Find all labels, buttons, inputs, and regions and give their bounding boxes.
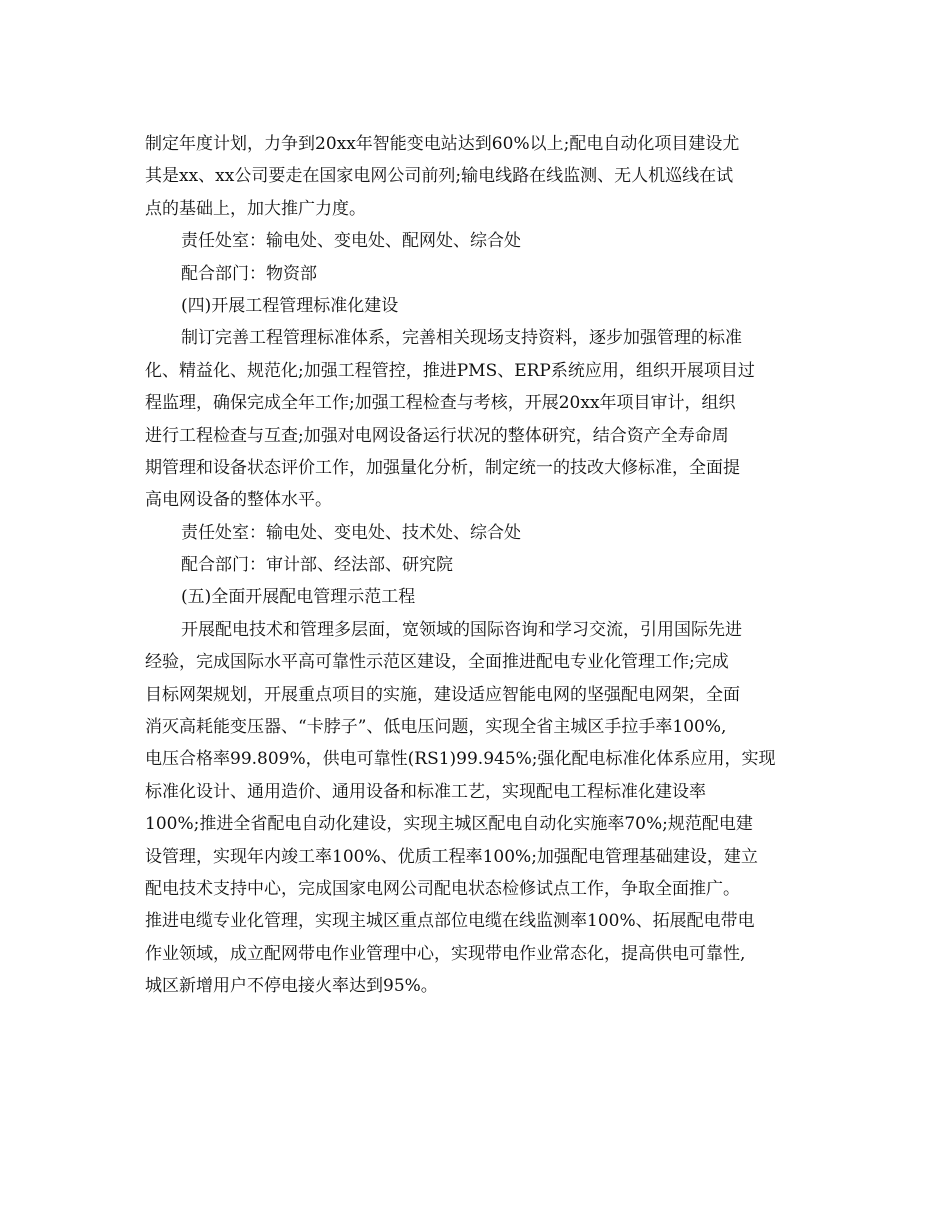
text-line: 城区新增用户不停电接火率达到95%。 — [145, 976, 438, 997]
text-line: 开展配电技术和管理多层面，宽领域的国际咨询和学习交流，引用国际先进 — [181, 619, 742, 640]
text-line: 推进电缆专业化管理，实现主城区重点部位电缆在线监测率100%、拓展配电带电 — [145, 911, 755, 932]
text-line: 制订完善工程管理标准体系，完善相关现场支持资料，逐步加强管理的标准 — [181, 328, 742, 349]
text-line: 作业领域，成立配网带电作业管理中心，实现带电作业常态化，提高供电可靠性, — [145, 943, 746, 964]
text-line: 其是xx、xx公司要走在国家电网公司前列;输电线路在线监测、无人机巡线在试 — [145, 166, 734, 187]
text-line: 配合部门：物资部 — [181, 263, 317, 284]
text-line: 化、精益化、规范化;加强工程管控，推进PMS、ERP系统应用，组织开展项目过 — [145, 360, 755, 381]
text-line: 制定年度计划，力争到20xx年智能变电站达到60%以上;配电自动化项目建设尤 — [145, 134, 740, 154]
text-line: 期管理和设备状态评价工作，加强量化分析，制定统一的技改大修标准，全面提 — [145, 457, 740, 478]
text-line: 设管理，实现年内竣工率100%、优质工程率100%;加强配电管理基础建设，建立 — [145, 846, 758, 867]
text-line: 目标网架规划，开展重点项目的实施，建设适应智能电网的坚强配电网架，全面 — [145, 684, 740, 705]
text-line: 标准化设计、通用造价、通用设备和标准工艺，实现配电工程标准化建设率 — [145, 781, 706, 802]
text-line: 责任处室：输电处、变电处、配网处、综合处 — [181, 231, 521, 252]
text-line: 经验，完成国际水平高可靠性示范区建设，全面推进配电专业化管理工作;完成 — [145, 652, 729, 673]
text-line: 责任处室：输电处、变电处、技术处、综合处 — [181, 522, 521, 543]
text-line: (四)开展工程管理标准化建设 — [181, 295, 399, 316]
text-line: (五)全面开展配电管理示范工程 — [181, 587, 416, 608]
text-line: 100%;推进全省配电自动化建设，实现主城区配电自动化实施率70%;规范配电建 — [145, 814, 753, 835]
text-line: 点的基础上，加大推广力度。 — [145, 198, 366, 219]
text-line: 配合部门：审计部、经法部、研究院 — [181, 555, 453, 576]
text-line: 进行工程检查与互查;加强对电网设备运行状况的整体研究，结合资产全寿命周 — [145, 425, 729, 446]
text-line: 配电技术支持中心，完成国家电网公司配电状态检修试点工作，争取全面推广。 — [145, 878, 740, 899]
text-line: 高电网设备的整体水平。 — [145, 490, 332, 511]
text-line: 消灭高耗能变压器、“卡脖子”、低电压问题，实现全省主城区手拉手率100%, — [145, 717, 727, 738]
text-line: 程监理，确保完成全年工作;加强工程检查与考核，开展20xx年项目审计，组织 — [145, 393, 736, 414]
document-body — [145, 128, 810, 1003]
text-line: 电压合格率99.809%，供电可靠性(RS1)99.945%;强化配电标准化体系应用，实现 — [145, 749, 776, 770]
